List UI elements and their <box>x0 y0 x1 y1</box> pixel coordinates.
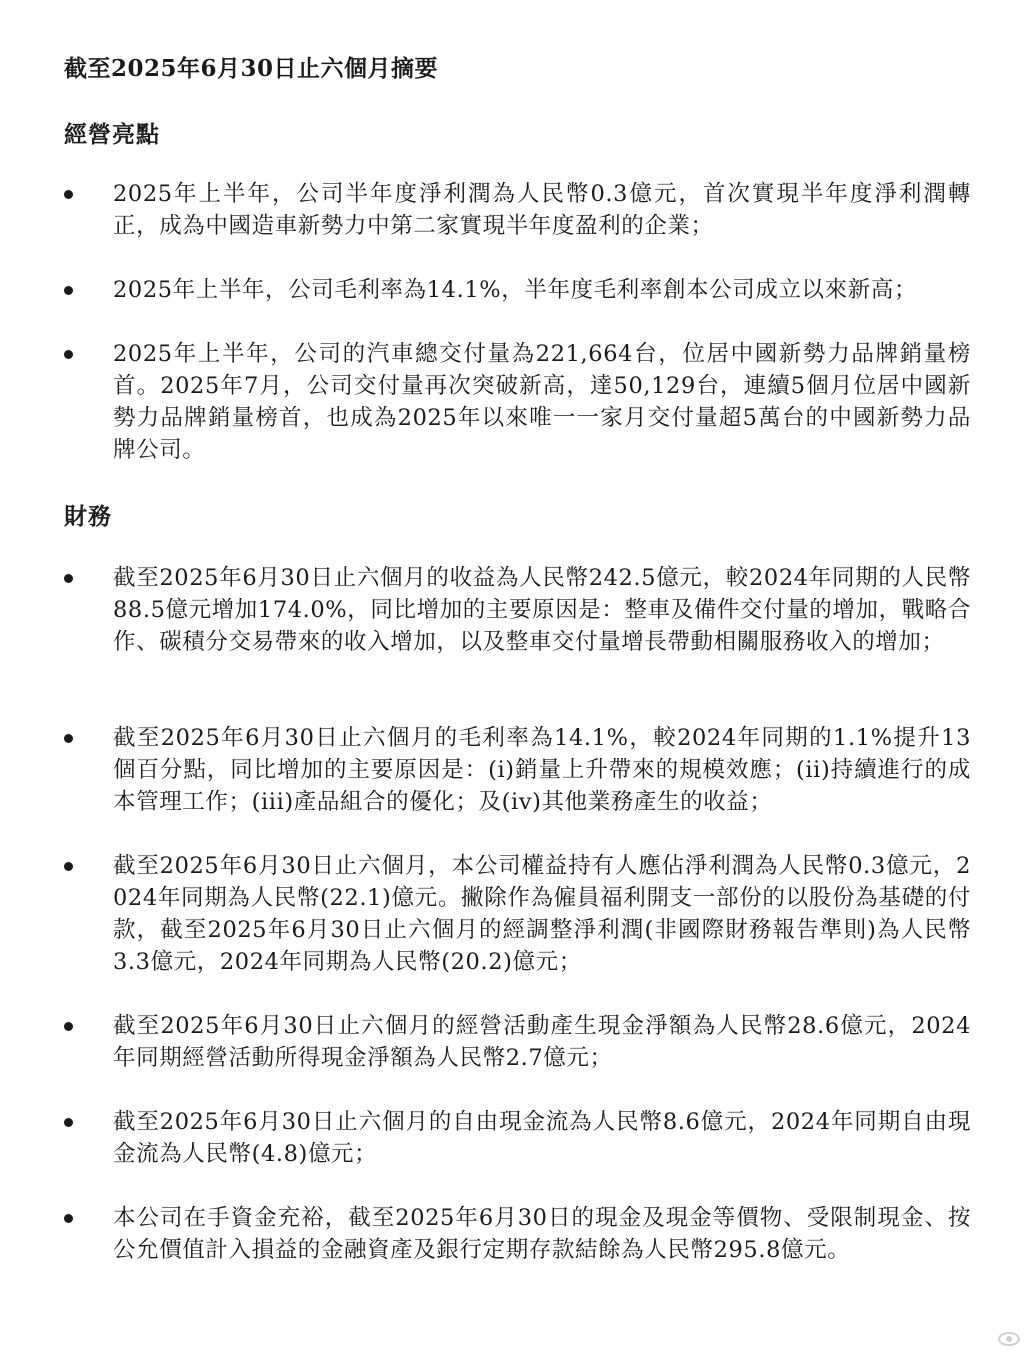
bullet-text: 截至2025年6月30日止六個月的收益為人民幣242.5億元，較2024年同期的人民幣88.5億元增加174.0%，同比增加的主要原因是：整車及備件交付量的增加，戰略合作、碳積分交易帶來的收入增加，以及整車交付量增長帶動相關服務收入的增加； <box>113 565 971 655</box>
bullet-text: 截至2025年6月30日止六個月的自由現金流為人民幣8.6億元，2024年同期自由現金流為人民幣(4.8)億元； <box>113 1109 971 1167</box>
document-title: 截至2025年6月30日止六個月摘要 <box>64 55 439 82</box>
bullet-text: 2025年上半年，公司的汽車總交付量為221,664台，位居中國新勢力品牌銷量榜首。2025年7月，公司交付量再次突破新高，達50,129台，連續5個月位居中國新勢力品牌銷量榜首，也成為2025年以來唯一一家月交付量超5萬台的中國新勢力品牌公司。 <box>113 341 971 463</box>
section-heading-finance: 財務 <box>64 503 112 530</box>
bullet-icon <box>64 190 73 199</box>
bullet-text: 截至2025年6月30日止六個月的毛利率為14.1%，較2024年同期的1.1%提升13個百分點，同比增加的主要原因是：(i)銷量上升帶來的規模效應；(ii)持續進行的成本管理工作；(iii)產品組合的優化；及(iv)其他業務產生的收益； <box>113 725 971 815</box>
eye-icon <box>998 1332 1020 1346</box>
bullet-icon <box>64 1214 73 1223</box>
bullet-text: 截至2025年6月30日止六個月的經營活動產生現金淨額為人民幣28.6億元，2024年同期經營活動所得現金淨額為人民幣2.7億元； <box>113 1013 971 1071</box>
bullet-icon <box>64 1022 73 1031</box>
bullet-icon <box>64 862 73 871</box>
bullet-text: 本公司在手資金充裕，截至2025年6月30日的現金及現金等價物、受限制現金、按公允價值計入損益的金融資產及銀行定期存款結餘為人民幣295.8億元。 <box>113 1205 971 1263</box>
bullet-icon <box>64 734 73 743</box>
bullet-icon <box>64 1118 73 1127</box>
bullet-icon <box>64 286 73 295</box>
section-heading-operations: 經營亮點 <box>64 121 160 148</box>
watermark <box>998 1332 1020 1346</box>
bullet-icon <box>64 350 73 359</box>
bullet-icon <box>64 574 73 583</box>
bullet-text: 2025年上半年，公司半年度淨利潤為人民幣0.3億元，首次實現半年度淨利潤轉正，成為中國造車新勢力中第二家實現半年度盈利的企業； <box>113 181 971 239</box>
bullet-text: 截至2025年6月30日止六個月，本公司權益持有人應佔淨利潤為人民幣0.3億元，2024年同期為人民幣(22.1)億元。撇除作為僱員福利開支一部份的以股份為基礎的付款，截至2025年6月30日止六個月的經調整淨利潤(非國際財務報告準則)為人民幣3.3億元，2024年同期為人民幣(20.2)億元； <box>113 853 971 975</box>
bullet-text: 2025年上半年，公司毛利率為14.1%，半年度毛利率創本公司成立以來新高； <box>113 277 918 303</box>
